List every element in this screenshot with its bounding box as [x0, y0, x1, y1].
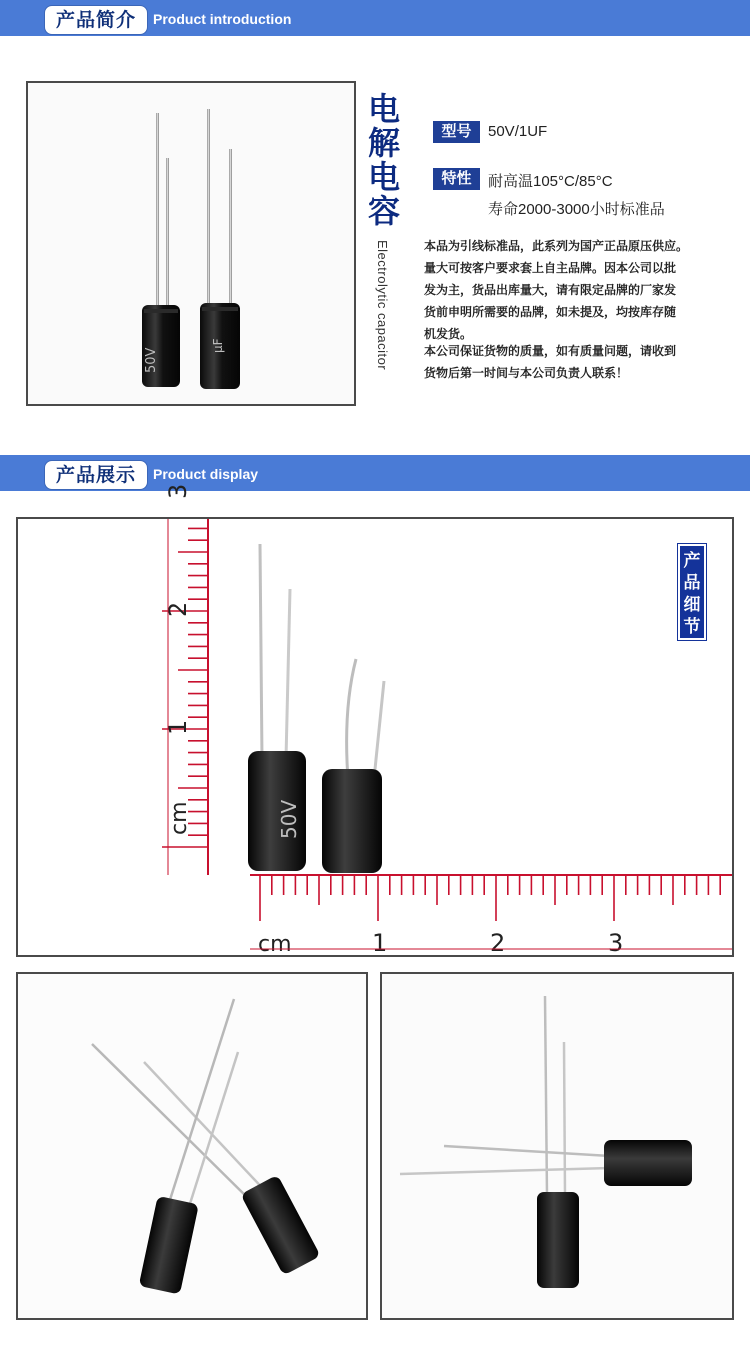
- section-title-cn: 产品简介: [44, 5, 148, 35]
- desc-line: 本品为引线标准品，此系列为国产正品原压供应。: [424, 239, 689, 253]
- model-value: 50V/1UF: [488, 123, 548, 140]
- product-photo-lying: [380, 972, 734, 1320]
- desc-line: 发为主，货品出库量大，请有限定品牌的厂家发: [424, 283, 677, 297]
- ruler-h-label: 2: [490, 929, 506, 957]
- badge-char: 品: [683, 573, 701, 593]
- ruler-v-unit: cm: [167, 801, 192, 835]
- ruler-v-label: 2: [164, 601, 192, 617]
- product-photo-main: [26, 81, 356, 406]
- badge-char: 细: [683, 595, 701, 615]
- section-title-cn: 产品展示: [44, 460, 148, 490]
- product-title-cn: [364, 92, 404, 228]
- section-banner-intro: [0, 0, 750, 36]
- ruler-h-label: 3: [608, 929, 624, 957]
- feature-tag: 特性: [433, 168, 480, 190]
- marking-unit: µF: [211, 338, 225, 353]
- ruler-h-unit: cm: [258, 932, 292, 957]
- ruler-v-label: 1: [164, 719, 192, 735]
- product-title-en: Electrolytic capacitor: [375, 240, 390, 371]
- badge-char: 产: [683, 551, 701, 571]
- description-block-2: [424, 340, 750, 384]
- capacitor-marking-voltage: 50V: [277, 799, 301, 839]
- desc-line: 本公司保证货物的质量，如有质量问题，请收到: [424, 344, 677, 358]
- title-char: 电: [367, 158, 400, 196]
- capacitor-body: [322, 769, 382, 873]
- desc-line: 机发货。: [424, 327, 473, 341]
- product-photo-crossed: [16, 972, 368, 1320]
- description-block-1: [424, 235, 750, 345]
- title-char: 解: [367, 124, 400, 162]
- capacitor-lead: [260, 544, 262, 759]
- ruler-scene: [18, 483, 732, 957]
- model-tag: 型号: [433, 121, 480, 143]
- title-char: 容: [367, 192, 400, 230]
- ruler-h-label: 1: [372, 929, 388, 957]
- section-banner-display: [0, 455, 750, 491]
- product-photo-ruler: [16, 483, 734, 957]
- desc-line: 货物后第一时间与本公司负责人联系！: [424, 366, 629, 380]
- desc-line: 量大可按客户要求套上自主品牌。因本公司以批: [424, 261, 677, 275]
- ruler-v-label: 3: [164, 483, 192, 499]
- section-title-en: Product introduction: [153, 11, 292, 27]
- feature-line-1: 耐高温105°C/85°C: [488, 173, 613, 190]
- badge-char: 节: [683, 617, 701, 637]
- feature-line-2: 寿命2000-3000小时标准品: [488, 201, 665, 218]
- marking-voltage: 50V: [144, 347, 159, 373]
- desc-line: 货前申明所需要的品牌，如未提及，均按库存随: [424, 305, 677, 319]
- title-char: 电: [367, 90, 400, 128]
- section-title-en: Product display: [153, 466, 259, 482]
- detail-badge: [678, 544, 706, 640]
